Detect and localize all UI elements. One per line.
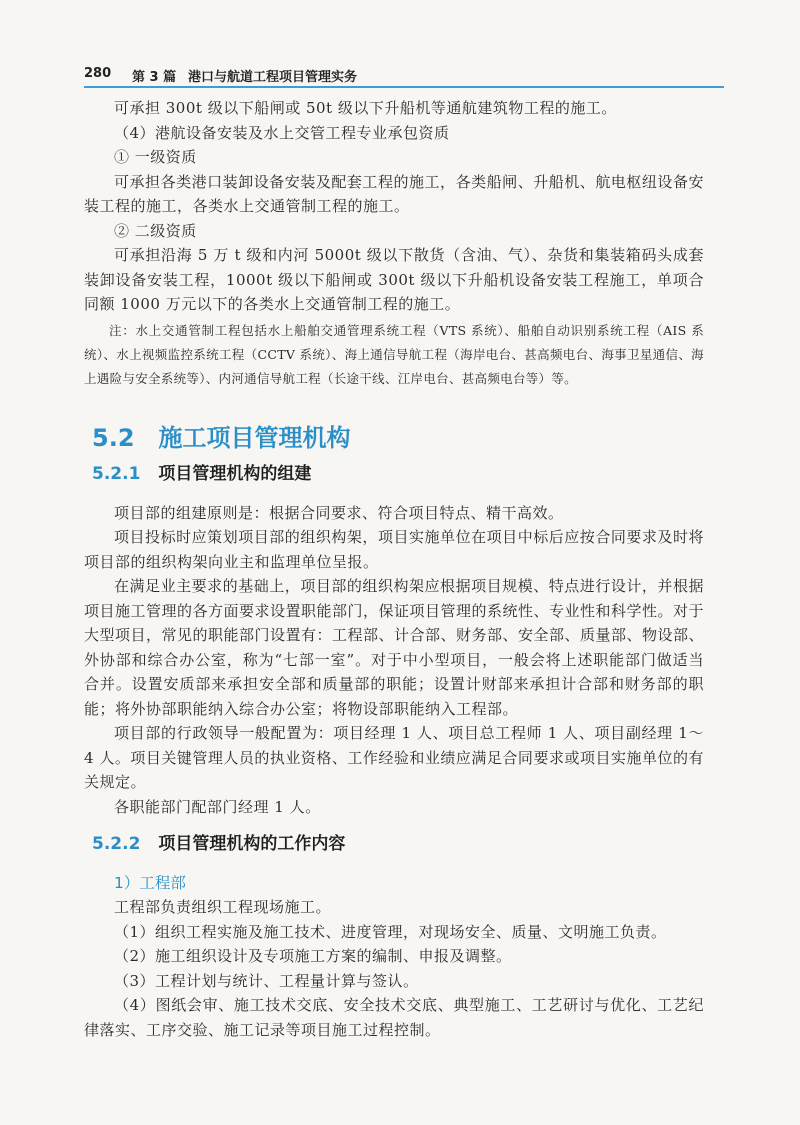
note: 注：水上交通管制工程包括水上船舶交通管理系统工程（VTS 系统）、船舶自动识别系统工程（AIS 系统）、水上视频监控系统工程（CCTV 系统）、海上通信导航工程（海岸电台、甚高频电台、海事卫星通信、海上遇险与安全系统等）、内河通信导航工程（长途干线、江岸电台、甚高频电台等）等。 xyxy=(84,322,704,386)
paragraph: ① 一级资质 xyxy=(114,148,197,166)
paragraph: 在满足业主要求的基础上，项目部的组织构架应根据项目规模、特点进行设计，并根据项目施工管理的各方面要求设置职能部门，保证项目管理的系统性、专业性和科学性。对于大型项目，常见的职能部门设置有：工程部、计合部、财务部、安全部、质量部、物设部、外协部和综合办公室，称为“七部一室”。对于中小型项目，一般会将上述职能部门做适当合并。设置安质部来承担安全部和质量部的职能；设置计财部来承担计合部和财务部的职能；将外协部职能纳入综合办公室；将物设部职能纳入工程部。 xyxy=(84,577,705,718)
subsection-title: 项目管理机构的工作内容 xyxy=(158,834,346,854)
part-label: 第 3 篇 xyxy=(132,70,177,85)
running-header xyxy=(84,62,724,86)
subsection-title: 项目管理机构的组建 xyxy=(158,463,312,484)
paragraph: （3）工程计划与统计、工程量计算与签认。 xyxy=(114,971,419,990)
subsection-heading xyxy=(92,831,704,857)
paragraph: 可承担 300t 级以下船闸或 50t 级以下升船机等通航建筑物工程的施工。 xyxy=(114,99,617,117)
subsection-heading xyxy=(92,461,704,487)
paragraph: ② 二级资质 xyxy=(114,221,197,240)
section-heading xyxy=(92,421,704,455)
subsection-number: 5.2.1 xyxy=(92,463,141,484)
spacer xyxy=(84,819,704,825)
paragraph: （2）施工组织设计及专项施工方案的编制、申报及调整。 xyxy=(114,947,512,965)
item-heading: 1）工程部 xyxy=(114,874,186,892)
section-title: 施工项目管理机构 xyxy=(158,423,351,452)
paragraph: 项目部的组建原则是：根据合同要求、符合项目特点、精干高效。 xyxy=(114,503,564,522)
paragraph: 项目部的行政领导一般配置为：项目经理 1 人、项目总工程师 1 人、项目副经理 1～4 人。项目关键管理人员的执业资格、工作经验和业绩应满足合同要求或项目实施单位的有关规定。 xyxy=(84,724,704,791)
paragraph: （4）港航设备安装及水上交管工程专业承包资质 xyxy=(114,123,450,142)
subsection-number: 5.2.2 xyxy=(92,834,141,854)
paragraph: 项目投标时应策划项目部的组织构架，项目实施单位在项目中标后应按合同要求及时将项目部的组织构架向业主和监理单位呈报。 xyxy=(84,528,704,571)
book-title: 港口与航道工程项目管理实务 xyxy=(188,70,358,85)
paragraph: 工程部负责组织工程现场施工。 xyxy=(114,898,332,916)
paragraph: （1）组织工程实施及施工技术、进度管理，对现场安全、质量、文明施工负责。 xyxy=(114,922,667,941)
paragraph: 各职能部门配部门经理 1 人。 xyxy=(114,797,321,816)
header-rule xyxy=(84,86,724,88)
paragraph: （4）图纸会审、施工技术交底、安全技术交底、典型施工、工艺研讨与优化、工艺纪律落实、工序交验、施工记录等项目施工过程控制。 xyxy=(84,996,704,1039)
paragraph: 可承担沿海 5 万 t 级和内河 5000t 级以下散货（含油、气）、杂货和集装箱码头成套装卸设备安装工程，1000t 级以下船闸或 300t 级以下升船机设备安装工程施工，单项合同额 1000 万元以下的各类水上交通管制工程的施工。 xyxy=(84,246,704,313)
paragraph: 可承担各类港口装卸设备安装及配套工程的施工，各类船闸、升船机、航电枢纽设备安装工程的施工，各类水上交通管制工程的施工。 xyxy=(84,172,704,215)
section-number: 5.2 xyxy=(92,423,135,452)
page-number: 280 xyxy=(84,66,112,81)
page-body xyxy=(84,96,704,1042)
